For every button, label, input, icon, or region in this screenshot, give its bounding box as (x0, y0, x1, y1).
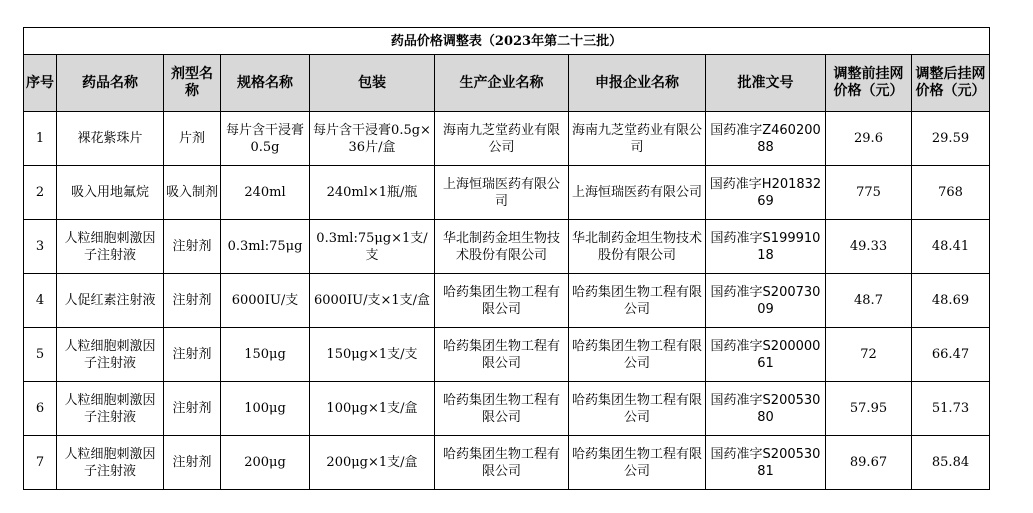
header-packaging: 包装 (310, 55, 435, 112)
cell-drug-name: 人粒细胞刺激因子注射液 (57, 382, 164, 436)
cell-approval-number: 国药准字S20053081 (706, 436, 826, 490)
cell-packaging: 6000IU/支×1支/盒 (310, 274, 435, 328)
header-approval-number: 批准文号 (706, 55, 826, 112)
cell-applicant: 华北制药金坦生物技术股份有限公司 (569, 220, 706, 274)
header-manufacturer: 生产企业名称 (435, 55, 569, 112)
cell-packaging: 150μg×1支/支 (310, 328, 435, 382)
cell-applicant: 海南九芝堂药业有限公司 (569, 112, 706, 166)
header-applicant: 申报企业名称 (569, 55, 706, 112)
cell-drug-name: 人粒细胞刺激因子注射液 (57, 436, 164, 490)
cell-approval-number: 国药准字S19991018 (706, 220, 826, 274)
cell-price-after: 85.84 (912, 436, 990, 490)
cell-price-after: 51.73 (912, 382, 990, 436)
cell-specification: 每片含干浸膏0.5g (221, 112, 310, 166)
cell-applicant: 哈药集团生物工程有限公司 (569, 274, 706, 328)
cell-price-after: 48.69 (912, 274, 990, 328)
cell-price-after: 29.59 (912, 112, 990, 166)
cell-index: 4 (24, 274, 57, 328)
cell-manufacturer: 华北制药金坦生物技术股份有限公司 (435, 220, 569, 274)
header-price-after: 调整后挂网价格（元） (912, 55, 990, 112)
cell-approval-number: 国药准字S20000061 (706, 328, 826, 382)
header-price-before: 调整前挂网价格（元） (826, 55, 912, 112)
cell-applicant: 哈药集团生物工程有限公司 (569, 382, 706, 436)
cell-price-before: 89.67 (826, 436, 912, 490)
cell-price-before: 48.7 (826, 274, 912, 328)
cell-manufacturer: 哈药集团生物工程有限公司 (435, 436, 569, 490)
cell-manufacturer: 哈药集团生物工程有限公司 (435, 328, 569, 382)
cell-index: 7 (24, 436, 57, 490)
cell-index: 2 (24, 166, 57, 220)
cell-price-before: 29.6 (826, 112, 912, 166)
table-row (24, 166, 990, 220)
cell-specification: 200μg (221, 436, 310, 490)
cell-index: 1 (24, 112, 57, 166)
cell-manufacturer: 哈药集团生物工程有限公司 (435, 382, 569, 436)
header-index: 序号 (24, 55, 57, 112)
header-drug-name: 药品名称 (57, 55, 164, 112)
cell-price-before: 72 (826, 328, 912, 382)
cell-applicant: 哈药集团生物工程有限公司 (569, 328, 706, 382)
cell-dosage-form: 吸入制剂 (164, 166, 221, 220)
cell-price-after: 48.41 (912, 220, 990, 274)
cell-drug-name: 吸入用地氟烷 (57, 166, 164, 220)
cell-specification: 240ml (221, 166, 310, 220)
cell-specification: 150μg (221, 328, 310, 382)
cell-index: 3 (24, 220, 57, 274)
header-dosage-form: 剂型名称 (164, 55, 221, 112)
cell-manufacturer: 哈药集团生物工程有限公司 (435, 274, 569, 328)
cell-dosage-form: 注射剂 (164, 382, 221, 436)
cell-drug-name: 人促红素注射液 (57, 274, 164, 328)
cell-index: 5 (24, 328, 57, 382)
header-row (24, 55, 990, 112)
cell-drug-name: 人粒细胞刺激因子注射液 (57, 328, 164, 382)
table-row (24, 112, 990, 166)
table-row (24, 274, 990, 328)
cell-price-before: 57.95 (826, 382, 912, 436)
cell-specification: 6000IU/支 (221, 274, 310, 328)
cell-drug-name: 裸花紫珠片 (57, 112, 164, 166)
cell-approval-number: 国药准字S20053080 (706, 382, 826, 436)
table-body (24, 112, 990, 490)
table-row (24, 328, 990, 382)
cell-packaging: 240ml×1瓶/瓶 (310, 166, 435, 220)
cell-packaging: 0.3ml:75μg×1支/支 (310, 220, 435, 274)
cell-price-after: 768 (912, 166, 990, 220)
cell-index: 6 (24, 382, 57, 436)
cell-manufacturer: 海南九芝堂药业有限公司 (435, 112, 569, 166)
cell-price-before: 49.33 (826, 220, 912, 274)
cell-specification: 100μg (221, 382, 310, 436)
cell-approval-number: 国药准字Z46020088 (706, 112, 826, 166)
header-specification: 规格名称 (221, 55, 310, 112)
cell-dosage-form: 注射剂 (164, 436, 221, 490)
cell-dosage-form: 注射剂 (164, 328, 221, 382)
drug-price-table (23, 27, 990, 490)
cell-approval-number: 国药准字H20183269 (706, 166, 826, 220)
cell-drug-name: 人粒细胞刺激因子注射液 (57, 220, 164, 274)
cell-dosage-form: 注射剂 (164, 274, 221, 328)
cell-dosage-form: 注射剂 (164, 220, 221, 274)
table-row (24, 436, 990, 490)
cell-packaging: 每片含干浸膏0.5g×36片/盒 (310, 112, 435, 166)
cell-price-before: 775 (826, 166, 912, 220)
table-row (24, 220, 990, 274)
cell-specification: 0.3ml:75μg (221, 220, 310, 274)
table-row (24, 382, 990, 436)
table-title: 药品价格调整表（2023年第二十三批） (24, 28, 990, 55)
cell-dosage-form: 片剂 (164, 112, 221, 166)
cell-price-after: 66.47 (912, 328, 990, 382)
cell-applicant: 上海恒瑞医药有限公司 (569, 166, 706, 220)
cell-approval-number: 国药准字S20073009 (706, 274, 826, 328)
cell-packaging: 200μg×1支/盒 (310, 436, 435, 490)
cell-applicant: 哈药集团生物工程有限公司 (569, 436, 706, 490)
cell-manufacturer: 上海恒瑞医药有限公司 (435, 166, 569, 220)
cell-packaging: 100μg×1支/盒 (310, 382, 435, 436)
